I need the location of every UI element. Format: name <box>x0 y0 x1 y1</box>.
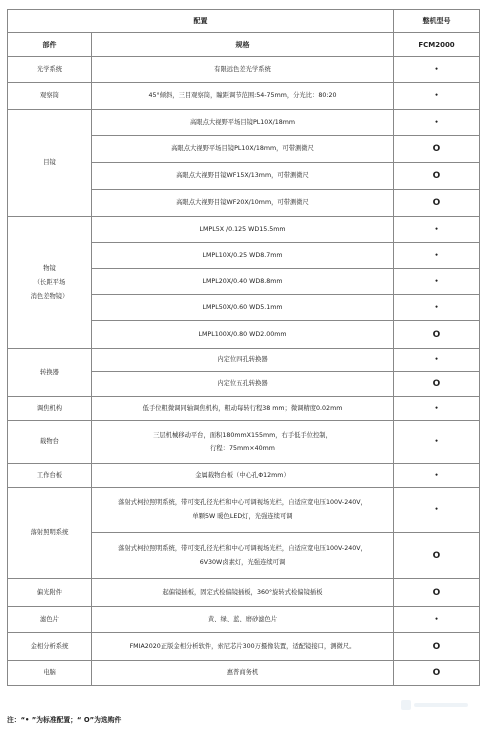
table-row <box>8 488 480 533</box>
component-line: （长距平场 <box>33 278 66 286</box>
component-cell: 金相分析系统 <box>8 633 92 661</box>
component-line: 消色差物镜） <box>30 292 69 300</box>
component-cell: 滤色片 <box>8 607 92 633</box>
table-row <box>8 397 480 421</box>
config-header: 配置 <box>8 10 394 33</box>
optional-mark: O <box>394 372 480 397</box>
spec-cell: 高眼点大视野平场目镜PL10X/18mm <box>92 110 394 136</box>
standard-mark: • <box>394 397 480 421</box>
component-cell: 光学系统 <box>8 57 92 83</box>
subheader-row <box>8 33 480 57</box>
table-row <box>8 83 480 110</box>
spec-line: 落射式柯拉照明系统，带可变孔径光栏和中心可调视场光栏，自适应宽电压100V-240V， <box>118 544 367 552</box>
spec-line: 6V30W卤素灯，光强连续可调 <box>199 558 286 566</box>
spec-cell: 金属载物台板（中心孔Φ12mm） <box>92 464 394 488</box>
component-cell: 观察筒 <box>8 83 92 110</box>
standard-mark: • <box>394 269 480 295</box>
standard-mark: • <box>394 217 480 243</box>
standard-mark: • <box>394 488 480 533</box>
spec-cell: LMPL20X/0.40 WD8.8mm <box>92 269 394 295</box>
spec-cell: 高眼点大视野目镜WF15X/13mm，可带测微尺 <box>92 163 394 190</box>
footnote: 注：“• ”为标准配置；“ O”为选购件 <box>7 716 122 724</box>
watermark-icon <box>400 698 470 712</box>
table-row <box>8 579 480 607</box>
component-cell <box>8 217 92 349</box>
table-row <box>8 661 480 686</box>
optional-mark: O <box>394 136 480 163</box>
spec-cell: 黄、绿、蓝、磨砂滤色片 <box>92 607 394 633</box>
model-header: FCM2000 <box>394 33 480 57</box>
spec-cell: 高眼点大视野平场目镜PL10X/18mm，可带测微尺 <box>92 136 394 163</box>
standard-mark: • <box>394 110 480 136</box>
spec-cell: 惠普商务机 <box>92 661 394 686</box>
spec-cell: 起偏镜插板，固定式检偏镜插板，360°旋转式检偏镜插板 <box>92 579 394 607</box>
component-line: 物镜 <box>43 264 56 272</box>
component-cell: 电脑 <box>8 661 92 686</box>
spec-line: 落射式柯拉照明系统，带可变孔径光栏和中心可调视场光栏，自适应宽电压100V-240V， <box>118 499 367 506</box>
optional-mark: O <box>394 163 480 190</box>
component-cell: 调焦机构 <box>8 397 92 421</box>
optional-mark: O <box>394 321 480 349</box>
component-cell: 转换器 <box>8 349 92 397</box>
spec-cell: LMPL5X /0.125 WD15.5mm <box>92 217 394 243</box>
table-row <box>8 217 480 243</box>
standard-mark: • <box>394 57 480 83</box>
optional-mark: O <box>394 579 480 607</box>
table-row <box>8 633 480 661</box>
spec-header: 规格 <box>92 33 394 57</box>
spec-cell <box>92 488 394 533</box>
table-row <box>8 607 480 633</box>
spec-cell: FMIA2020正版金相分析软件，索尼芯片300万摄像装置，适配镜接口，测微尺。 <box>92 633 394 661</box>
optional-mark: O <box>394 633 480 661</box>
table-row <box>8 110 480 136</box>
spec-cell: 有限远色差光学系统 <box>92 57 394 83</box>
standard-mark: • <box>394 83 480 110</box>
spec-cell: LMPL10X/0.25 WD8.7mm <box>92 243 394 269</box>
model-type-header: 整机型号 <box>394 10 480 33</box>
component-cell: 落射照明系统 <box>8 488 92 579</box>
optional-mark: O <box>394 661 480 686</box>
configuration-table <box>7 9 480 686</box>
component-header: 部件 <box>8 33 92 57</box>
spec-line: 三层机械移动平台，面积180mmX155mm，右手低手位控制， <box>153 431 332 439</box>
standard-mark: • <box>394 243 480 269</box>
spec-cell: LMPL50X/0.60 WD5.1mm <box>92 295 394 321</box>
optional-mark: O <box>394 533 480 579</box>
spec-cell: 内定位五孔转换器 <box>92 372 394 397</box>
standard-mark: • <box>394 607 480 633</box>
table-row <box>8 349 480 372</box>
component-cell: 工作台板 <box>8 464 92 488</box>
table-row <box>8 57 480 83</box>
spec-line: 行程：75mm×40mm <box>210 444 275 452</box>
spec-cell: 45°倾斜，三目观察筒，瞳距调节范围:54-75mm，分光比：80:20 <box>92 83 394 110</box>
standard-mark: • <box>394 464 480 488</box>
table-row <box>8 421 480 464</box>
spec-cell <box>92 421 394 464</box>
table-row <box>8 464 480 488</box>
standard-mark: • <box>394 295 480 321</box>
standard-mark: • <box>394 349 480 372</box>
spec-cell: 低手位粗微调同轴调焦机构，粗动每转行程38 mm；微调精度0.02mm <box>92 397 394 421</box>
optional-mark: O <box>394 190 480 217</box>
spec-line: 单颗5W 暖色LED灯，光强连续可调 <box>192 513 293 520</box>
standard-mark: • <box>394 421 480 464</box>
spec-cell: 高眼点大视野目镜WF20X/10mm，可带测微尺 <box>92 190 394 217</box>
header-row <box>8 10 480 33</box>
spec-cell: 内定位四孔转换器 <box>92 349 394 372</box>
spec-cell: LMPL100X/0.80 WD2.00mm <box>92 321 394 349</box>
component-cell: 目镜 <box>8 110 92 217</box>
component-cell: 载物台 <box>8 421 92 464</box>
spec-cell <box>92 533 394 579</box>
component-cell: 偏光附件 <box>8 579 92 607</box>
